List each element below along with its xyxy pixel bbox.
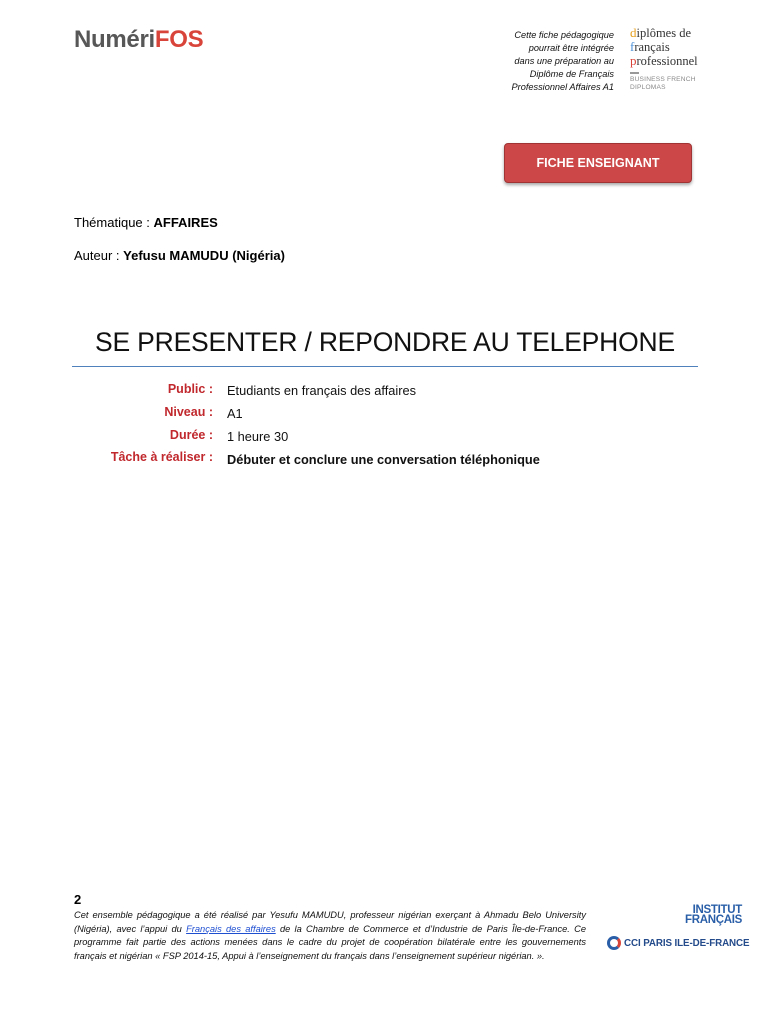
- dfp-initial: p: [630, 53, 637, 68]
- dfp-logo-line: [630, 54, 720, 68]
- info-value-niveau: A1: [227, 406, 243, 421]
- institut-francais-logo: [676, 905, 742, 925]
- dfp-subtitle: BUSINESS FRENCH: [630, 76, 696, 83]
- dfp-word: rofessionnel: [636, 54, 698, 68]
- institut-logo-line: FRANÇAIS: [684, 914, 742, 926]
- header-note-line: Diplôme de Français: [529, 69, 614, 79]
- info-label-duree: Durée :: [169, 428, 213, 442]
- cci-ring-icon: [607, 936, 621, 950]
- dfp-subtitle: DIPLOMAS: [630, 84, 666, 91]
- thematique-value: AFFAIRES: [153, 215, 218, 230]
- header-note-line: dans une préparation au: [514, 56, 614, 66]
- fiche-enseignant-badge: FICHE ENSEIGNANT: [504, 143, 692, 183]
- cci-paris-logo: [607, 934, 749, 952]
- thematique-line: [74, 215, 218, 231]
- dfp-initial: f: [630, 39, 635, 54]
- institut-logo-line: INSTITUT: [692, 904, 742, 916]
- info-value-public: Etudiants en français des affaires: [227, 383, 416, 398]
- logo-text-part2: FOS: [154, 26, 204, 53]
- dfp-logo-line: [630, 26, 720, 40]
- dfp-word: rançais: [634, 40, 670, 54]
- info-value-duree: 1 heure 30: [227, 429, 289, 444]
- auteur-line: [74, 248, 285, 264]
- header-note: [470, 29, 614, 94]
- title-divider: [72, 366, 698, 367]
- cci-logo-label: CCI PARIS ILE-DE-FRANCE: [624, 937, 750, 949]
- dfp-logo: [630, 26, 720, 92]
- footer-text-part1: Cet ensemble pédagogique a été réalisé par Yesufu MAMUDU, professeur nigérian exerçant à Ahmadu Belo University (Nigéria), avec l’appui du: [74, 910, 586, 934]
- thematique-label: Thématique :: [74, 215, 154, 230]
- francais-des-affaires-link[interactable]: Français des affaires: [186, 923, 276, 934]
- logo-text-part1: Numéri: [74, 26, 155, 53]
- dfp-word: iplômes de: [636, 26, 692, 40]
- page-number: 2: [74, 892, 82, 907]
- footer-text-part2: de la Chambre de Commerce et d’Industrie de Paris Île-de-France. Ce programme fait partie des actions menées dans le cadre du projet de coopération bilatérale entre les gouvernements français et nigérian « FSP 2014-15, Appui à l’enseignement du français dans l’enseignement supérieur nigérian. ».: [74, 923, 586, 962]
- info-label-niveau: Niveau :: [164, 405, 213, 419]
- dfp-initial: d: [630, 25, 637, 40]
- header-note-line: Cette fiche pédagogique: [514, 30, 614, 40]
- header-note-line: pourrait être intégrée: [528, 43, 614, 53]
- info-label-tache: Tâche à réaliser :: [110, 450, 213, 464]
- numerifos-logo: [74, 26, 203, 54]
- dfp-logo-line: [630, 40, 720, 54]
- auteur-label: Auteur :: [74, 248, 124, 263]
- header-note-line: Professionnel Affaires A1: [511, 82, 614, 92]
- footer-text: [74, 909, 586, 964]
- info-value-tache: Débuter et conclure une conversation téléphonique: [227, 452, 540, 467]
- dfp-divider: [630, 72, 639, 74]
- auteur-value: Yefusu MAMUDU (Nigéria): [123, 248, 285, 263]
- page-title: SE PRESENTER / REPONDRE AU TELEPHONE: [95, 327, 675, 357]
- info-label-public: Public :: [167, 382, 213, 396]
